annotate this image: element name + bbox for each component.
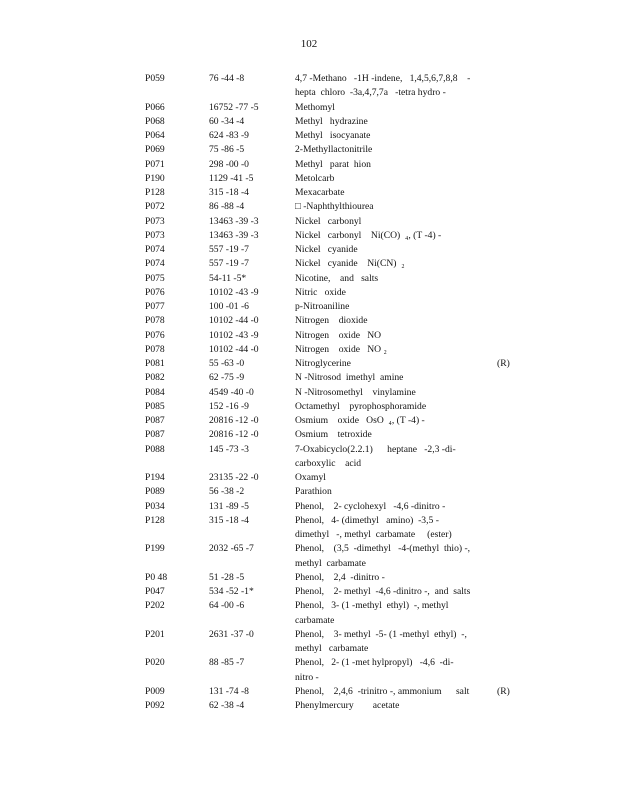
waste-code: P009 xyxy=(145,685,165,697)
waste-code: P078 xyxy=(145,315,165,327)
table-row xyxy=(145,286,517,300)
table-row xyxy=(145,158,517,172)
substance-name: Phenol, 2- (1 -met hylpropyl) -4,6 -di- nitro - xyxy=(295,657,454,683)
cas-number: 534 -52 -1* xyxy=(209,586,254,597)
table-row xyxy=(145,229,517,243)
cas-number: 20816 -12 -0 xyxy=(209,429,259,441)
table-row xyxy=(145,186,517,200)
substance-name: Phenol, 2,4 -dinitro - xyxy=(295,571,385,583)
substance-name: Osmium oxide OsO ₄, (T -4) - xyxy=(295,415,425,426)
table-row xyxy=(145,585,517,599)
table-row xyxy=(145,428,517,442)
cas-number: 2631 -37 -0 xyxy=(209,628,254,640)
table-row xyxy=(145,172,517,186)
substance-name: Nitroglycerine xyxy=(295,358,351,369)
table-row xyxy=(145,101,517,115)
table-row xyxy=(145,343,517,357)
waste-code: P064 xyxy=(145,130,165,141)
substance-name: p-Nitroaniline xyxy=(295,301,350,312)
cas-number: 315 -18 -4 xyxy=(209,187,249,198)
substance-name: Methyl isocyanate xyxy=(295,130,371,141)
table-row xyxy=(145,386,517,400)
waste-code: P074 xyxy=(145,244,165,255)
cas-number: 4549 -40 -0 xyxy=(209,386,254,398)
substance-name: Nitrogen oxide NO ₂ xyxy=(295,343,387,355)
table-row xyxy=(145,314,517,328)
cas-number: 131 -89 -5 xyxy=(209,500,249,512)
waste-code: P087 xyxy=(145,415,165,426)
substance-name: Nitrogen dioxide xyxy=(295,315,368,327)
substance-name: 4,7 -Methano -1H -indene, 1,4,5,6,7,8,8 - hepta chloro -3a,4,7,7a -tetra hydro - xyxy=(295,73,471,99)
cas-number: 2032 -65 -7 xyxy=(209,543,254,555)
cas-number: 13463 -39 -3 xyxy=(209,215,259,227)
table-row xyxy=(145,143,517,157)
hazardous-waste-table xyxy=(145,72,517,713)
cas-number: 10102 -44 -0 xyxy=(209,343,259,355)
cas-number: 64 -00 -6 xyxy=(209,600,245,612)
substance-name: N -Nitrosomethyl vinylamine xyxy=(295,386,416,398)
waste-code: P076 xyxy=(145,329,165,341)
table-row xyxy=(145,542,517,571)
hazard-flag: (R) xyxy=(497,358,510,369)
waste-code: P089 xyxy=(145,486,165,498)
table-row xyxy=(145,243,517,257)
table-row xyxy=(145,414,517,428)
waste-code: P088 xyxy=(145,443,165,455)
substance-name: Nickel carbonyl Ni(CO) ₄, (T -4) - xyxy=(295,229,442,241)
substance-name: Metolcarb xyxy=(295,172,335,184)
cas-number: 10102 -43 -9 xyxy=(209,329,259,341)
cas-number: 75 -86 -5 xyxy=(209,144,245,156)
cas-number: 88 -85 -7 xyxy=(209,657,245,669)
cas-number: 315 -18 -4 xyxy=(209,514,249,526)
waste-code: P059 xyxy=(145,73,165,84)
substance-name: Nitrogen oxide NO xyxy=(295,329,382,341)
table-row xyxy=(145,200,517,214)
cas-number: 624 -83 -9 xyxy=(209,130,249,141)
table-row xyxy=(145,215,517,229)
table-row xyxy=(145,400,517,414)
table-row xyxy=(145,329,517,343)
waste-code: P128 xyxy=(145,187,165,198)
cas-number: 55 -63 -0 xyxy=(209,358,245,369)
table-row xyxy=(145,72,517,101)
cas-number: 557 -19 -7 xyxy=(209,258,249,270)
waste-code: P199 xyxy=(145,543,165,555)
table-row xyxy=(145,300,517,314)
substance-name: Mexacarbate xyxy=(295,187,345,198)
table-row xyxy=(145,471,517,485)
waste-code: P194 xyxy=(145,472,165,483)
substance-name: Nicotine, and salts xyxy=(295,272,379,284)
cas-number: 51 -28 -5 xyxy=(209,571,245,583)
substance-name: Methyl hydrazine xyxy=(295,115,368,127)
substance-name: Nickel cyanide xyxy=(295,244,358,255)
cas-number: 60 -34 -4 xyxy=(209,115,245,127)
cas-number: 145 -73 -3 xyxy=(209,443,249,455)
cas-number: 13463 -39 -3 xyxy=(209,229,259,241)
cas-number: 16752 -77 -5 xyxy=(209,101,259,113)
waste-code: P069 xyxy=(145,144,165,156)
table-row xyxy=(145,371,517,385)
cas-number: 131 -74 -8 xyxy=(209,685,249,697)
substance-name: Methyl parat hion xyxy=(295,158,371,170)
substance-name: Oxamyl xyxy=(295,472,326,483)
substance-name: 7-Oxabicyclo(2.2.1) heptane -2,3 -di- carboxylic acid xyxy=(295,443,456,469)
waste-code: P075 xyxy=(145,272,165,284)
substance-name: Phenol, 2- methyl -4,6 -dinitro -, and salts xyxy=(295,586,471,597)
waste-code: P071 xyxy=(145,158,165,170)
waste-code: P190 xyxy=(145,172,165,184)
substance-name: Phenol, 2- cyclohexyl -4,6 -dinitro - xyxy=(295,500,446,512)
waste-code: P202 xyxy=(145,600,165,612)
substance-name: Methomyl xyxy=(295,101,335,113)
table-row xyxy=(145,272,517,286)
substance-name: Octamethyl pyrophosphoramide xyxy=(295,400,427,412)
substance-name: Parathion xyxy=(295,486,332,498)
waste-code: P0 48 xyxy=(145,571,168,583)
substance-name: Nickel carbonyl xyxy=(295,215,362,227)
waste-code: P201 xyxy=(145,628,165,640)
table-row xyxy=(145,514,517,543)
waste-code: P073 xyxy=(145,215,165,227)
cas-number: 1129 -41 -5 xyxy=(209,172,254,184)
waste-code: P128 xyxy=(145,514,165,526)
hazard-flag: (R) xyxy=(497,685,510,697)
cas-number: 100 -01 -6 xyxy=(209,301,249,312)
cas-number: 20816 -12 -0 xyxy=(209,415,259,426)
waste-code: P077 xyxy=(145,301,165,312)
cas-number: 557 -19 -7 xyxy=(209,244,249,255)
waste-code: P034 xyxy=(145,500,165,512)
cas-number: 56 -38 -2 xyxy=(209,486,245,498)
waste-code: P085 xyxy=(145,400,165,412)
waste-code: P087 xyxy=(145,429,165,441)
waste-code: P073 xyxy=(145,229,165,241)
cas-number: 62 -75 -9 xyxy=(209,372,245,384)
table-row xyxy=(145,685,517,699)
cas-number: 76 -44 -8 xyxy=(209,73,245,84)
substance-name: Osmium tetroxide xyxy=(295,429,372,441)
waste-code: P078 xyxy=(145,343,165,355)
table-row xyxy=(145,485,517,499)
cas-number: 54-11 -5* xyxy=(209,272,247,284)
table-row xyxy=(145,628,517,657)
waste-code: P081 xyxy=(145,358,165,369)
substance-name: □ -Naphthylthiourea xyxy=(295,201,374,213)
substance-name: Nitric oxide xyxy=(295,286,346,298)
table-row xyxy=(145,699,517,713)
cas-number: 298 -00 -0 xyxy=(209,158,249,170)
cas-number: 62 -38 -4 xyxy=(209,700,245,711)
cas-number: 10102 -43 -9 xyxy=(209,286,259,298)
waste-code: P020 xyxy=(145,657,165,669)
waste-code: P047 xyxy=(145,586,165,597)
substance-name: Phenol, 4- (dimethyl amino) -3,5 - dimethyl -, methyl carbamate (ester) xyxy=(295,514,452,540)
table-row xyxy=(145,257,517,271)
substance-name: Phenol, 3- methyl -5- (1 -methyl ethyl) -, methyl carbamate xyxy=(295,628,467,654)
cas-number: 86 -88 -4 xyxy=(209,201,245,213)
waste-code: P082 xyxy=(145,372,165,384)
table-row xyxy=(145,599,517,628)
table-row xyxy=(145,129,517,143)
substance-name: 2-Methyllactonitrile xyxy=(295,144,373,156)
table-row xyxy=(145,443,517,472)
page-number: 102 xyxy=(300,38,318,50)
waste-code: P074 xyxy=(145,258,165,270)
substance-name: Phenylmercury acetate xyxy=(295,700,400,711)
waste-code: P084 xyxy=(145,386,165,398)
table-row xyxy=(145,500,517,514)
waste-code: P072 xyxy=(145,201,165,213)
waste-code: P076 xyxy=(145,286,165,298)
table-row xyxy=(145,357,517,371)
substance-name: N -Nitrosod imethyl amine xyxy=(295,372,404,384)
waste-code: P092 xyxy=(145,700,165,711)
substance-name: Phenol, 3- (1 -methyl ethyl) -, methyl carbamate xyxy=(295,600,449,626)
table-row xyxy=(145,571,517,585)
waste-code: P068 xyxy=(145,115,165,127)
substance-name: Phenol, (3,5 -dimethyl -4-(methyl thio) -, methyl carbamate xyxy=(295,543,471,569)
table-row xyxy=(145,656,517,685)
cas-number: 10102 -44 -0 xyxy=(209,315,259,327)
table-row xyxy=(145,115,517,129)
waste-code: P066 xyxy=(145,101,165,113)
cas-number: 152 -16 -9 xyxy=(209,400,249,412)
substance-name: Phenol, 2,4,6 -trinitro -, ammonium salt xyxy=(295,685,470,697)
cas-number: 23135 -22 -0 xyxy=(209,472,259,483)
substance-name: Nickel cyanide Ni(CN) ₂ xyxy=(295,258,405,270)
